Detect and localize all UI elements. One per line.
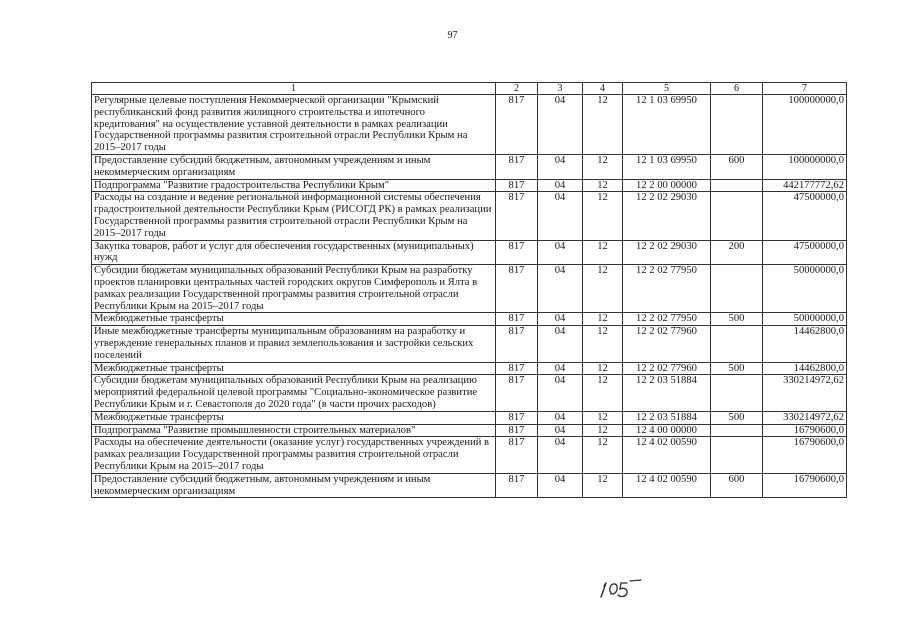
- column-header: 7: [763, 83, 847, 95]
- column-header: 2: [496, 83, 538, 95]
- table-row: [92, 192, 847, 240]
- ministry-code: 817: [496, 265, 538, 313]
- budget-item-name: Субсидии бюджетам муниципальных образований Республики Крым на реализацию мероприятий федеральной целевой программы "Социально-экономическое развитие Республики Крым и г. Севастополя до 2020 года" (в части прочих расходов): [92, 375, 496, 411]
- budget-item-name: Закупка товаров, работ и услуг для обеспечения государственных (муниципальных) нужд: [92, 240, 496, 265]
- column-header: 6: [711, 83, 763, 95]
- table-row: [92, 95, 847, 155]
- subsection-code: 12: [583, 154, 623, 179]
- target-article-code: 12 2 00 00000: [623, 179, 711, 192]
- expense-type-code: [711, 265, 763, 313]
- budget-item-name: Межбюджетные трансферты: [92, 362, 496, 375]
- budget-item-name: Иные межбюджетные трансферты муниципальным образованиям на разработку и утверждение генеральных планов и правил землепользования и застройки сельских поселений: [92, 326, 496, 362]
- subsection-code: 12: [583, 437, 623, 473]
- table-header-row: [92, 83, 847, 95]
- section-code: 04: [538, 424, 583, 437]
- table-row: [92, 326, 847, 362]
- amount: 16790600,0: [763, 437, 847, 473]
- ministry-code: 817: [496, 326, 538, 362]
- expense-type-code: 500: [711, 362, 763, 375]
- budget-item-name: Подпрограмма "Развитие промышленности строительных материалов": [92, 424, 496, 437]
- section-code: 04: [538, 179, 583, 192]
- table-row: [92, 424, 847, 437]
- section-code: 04: [538, 192, 583, 240]
- budget-item-name: Межбюджетные трансферты: [92, 411, 496, 424]
- amount: 14462800,0: [763, 362, 847, 375]
- section-code: 04: [538, 473, 583, 498]
- section-code: 04: [538, 437, 583, 473]
- expense-type-code: [711, 95, 763, 155]
- expense-type-code: [711, 326, 763, 362]
- amount: 330214972,62: [763, 411, 847, 424]
- amount: 50000000,0: [763, 313, 847, 326]
- budget-item-name: Субсидии бюджетам муниципальных образований Республики Крым на разработку проектов планировки центральных частей городских округов Симферополь и Ялта в рамках реализации Государственной программы развития строительной отрасли Республики Крым на 2015–2017 годы: [92, 265, 496, 313]
- budget-table: [91, 82, 847, 498]
- page-number: 97: [447, 30, 458, 41]
- expense-type-code: [711, 437, 763, 473]
- subsection-code: 12: [583, 473, 623, 498]
- ministry-code: 817: [496, 424, 538, 437]
- subsection-code: 12: [583, 375, 623, 411]
- ministry-code: 817: [496, 411, 538, 424]
- expense-type-code: 600: [711, 154, 763, 179]
- expense-type-code: 600: [711, 473, 763, 498]
- ministry-code: 817: [496, 437, 538, 473]
- target-article-code: 12 2 02 77960: [623, 362, 711, 375]
- expense-type-code: [711, 424, 763, 437]
- amount: 100000000,0: [763, 95, 847, 155]
- expense-type-code: [711, 375, 763, 411]
- ministry-code: 817: [496, 154, 538, 179]
- expense-type-code: 500: [711, 313, 763, 326]
- subsection-code: 12: [583, 179, 623, 192]
- table-row: [92, 473, 847, 498]
- ministry-code: 817: [496, 473, 538, 498]
- budget-item-name: Предоставление субсидий бюджетным, автономным учреждениям и иным некоммерческим организациям: [92, 154, 496, 179]
- column-header: 4: [583, 83, 623, 95]
- table-row: [92, 411, 847, 424]
- ministry-code: 817: [496, 362, 538, 375]
- ministry-code: 817: [496, 375, 538, 411]
- section-code: 04: [538, 326, 583, 362]
- section-code: 04: [538, 362, 583, 375]
- ministry-code: 817: [496, 313, 538, 326]
- budget-item-name: Предоставление субсидий бюджетным, автономным учреждениям и иным некоммерческим организациям: [92, 473, 496, 498]
- section-code: 04: [538, 375, 583, 411]
- target-article-code: 12 4 02 00590: [623, 437, 711, 473]
- subsection-code: 12: [583, 326, 623, 362]
- table-row: [92, 437, 847, 473]
- section-code: 04: [538, 95, 583, 155]
- handwritten-page-number: [597, 578, 647, 600]
- target-article-code: 12 2 02 29030: [623, 240, 711, 265]
- amount: 14462800,0: [763, 326, 847, 362]
- target-article-code: 12 1 03 69950: [623, 154, 711, 179]
- budget-item-name: Подпрограмма "Развитие градостроительства Республики Крым": [92, 179, 496, 192]
- amount: 16790600,0: [763, 473, 847, 498]
- section-code: 04: [538, 411, 583, 424]
- target-article-code: 12 2 02 77960: [623, 326, 711, 362]
- table-row: [92, 240, 847, 265]
- table-row: [92, 179, 847, 192]
- table-body: [92, 95, 847, 498]
- amount: 47500000,0: [763, 240, 847, 265]
- table-row: [92, 154, 847, 179]
- expense-type-code: [711, 192, 763, 240]
- section-code: 04: [538, 313, 583, 326]
- column-header: 5: [623, 83, 711, 95]
- table-row: [92, 362, 847, 375]
- section-code: 04: [538, 154, 583, 179]
- target-article-code: 12 2 02 77950: [623, 313, 711, 326]
- target-article-code: 12 2 02 29030: [623, 192, 711, 240]
- ministry-code: 817: [496, 95, 538, 155]
- target-article-code: 12 2 03 51884: [623, 411, 711, 424]
- subsection-code: 12: [583, 265, 623, 313]
- amount: 330214972,62: [763, 375, 847, 411]
- amount: 47500000,0: [763, 192, 847, 240]
- expense-type-code: 500: [711, 411, 763, 424]
- subsection-code: 12: [583, 95, 623, 155]
- target-article-code: 12 4 00 00000: [623, 424, 711, 437]
- target-article-code: 12 2 02 77950: [623, 265, 711, 313]
- table-row: [92, 313, 847, 326]
- budget-item-name: Расходы на создание и ведение региональной информационной системы обеспечения градостроительной деятельности Республики Крым (РИСОГД РК) в рамках реализации Государственной программы развития строительной отрасли Республики Крым на 2015–2017 годы: [92, 192, 496, 240]
- subsection-code: 12: [583, 240, 623, 265]
- table-row: [92, 265, 847, 313]
- column-header: 1: [92, 83, 496, 95]
- amount: 16790600,0: [763, 424, 847, 437]
- amount: 100000000,0: [763, 154, 847, 179]
- section-code: 04: [538, 240, 583, 265]
- budget-item-name: Расходы на обеспечение деятельности (оказание услуг) государственных учреждений в рамках реализации Государственной программы развития строительной отрасли Республики Крым на 2015–2017 годы: [92, 437, 496, 473]
- target-article-code: 12 2 03 51884: [623, 375, 711, 411]
- subsection-code: 12: [583, 192, 623, 240]
- amount: 50000000,0: [763, 265, 847, 313]
- ministry-code: 817: [496, 240, 538, 265]
- subsection-code: 12: [583, 362, 623, 375]
- budget-item-name: Регулярные целевые поступления Некоммерческой организации "Крымский республиканский фонд развития жилищного строительства и ипотечного кредитования" на осуществление уставной деятельности в рамках реализации Государственной программы развития строительной отрасли Республики Крым на 2015–2017 годы: [92, 95, 496, 155]
- section-code: 04: [538, 265, 583, 313]
- table-row: [92, 375, 847, 411]
- column-header: 3: [538, 83, 583, 95]
- ministry-code: 817: [496, 179, 538, 192]
- target-article-code: 12 4 02 00590: [623, 473, 711, 498]
- amount: 442177772,62: [763, 179, 847, 192]
- subsection-code: 12: [583, 411, 623, 424]
- subsection-code: 12: [583, 424, 623, 437]
- subsection-code: 12: [583, 313, 623, 326]
- expense-type-code: 200: [711, 240, 763, 265]
- budget-item-name: Межбюджетные трансферты: [92, 313, 496, 326]
- target-article-code: 12 1 03 69950: [623, 95, 711, 155]
- expense-type-code: [711, 179, 763, 192]
- ministry-code: 817: [496, 192, 538, 240]
